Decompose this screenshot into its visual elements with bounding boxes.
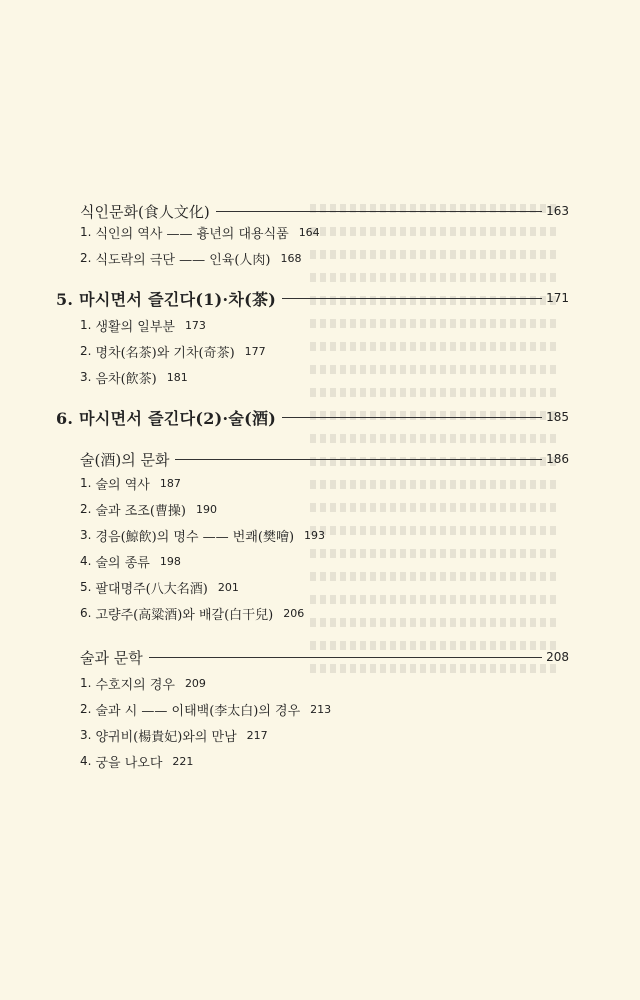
- toc-item[interactable]: [80, 577, 239, 597]
- item-title: 술과 조조(曹操): [95, 503, 186, 519]
- item-title: 식도락의 극단 —— 인육(人肉): [95, 252, 271, 268]
- item-page: 181: [166, 370, 188, 384]
- item-page: 221: [172, 754, 194, 768]
- item-title: 술의 역사: [95, 477, 150, 493]
- leader-line: [216, 211, 542, 212]
- item-title: 수호지의 경우: [95, 677, 175, 693]
- item-title: 술의 종류: [95, 555, 150, 571]
- chapter-page: 185: [546, 410, 569, 424]
- item-number: 4.: [80, 754, 92, 768]
- toc-item[interactable]: [80, 751, 193, 771]
- item-title: 음차(飮茶): [95, 371, 157, 387]
- section-title: 술(酒)의 문화: [80, 450, 170, 469]
- item-page: 193: [304, 528, 326, 542]
- item-title: 생활의 일부분: [95, 319, 175, 335]
- toc-item[interactable]: [80, 551, 181, 571]
- item-number: 1.: [80, 225, 92, 239]
- item-title: 궁을 나오다: [95, 755, 163, 771]
- item-page: 217: [246, 728, 268, 742]
- item-number: 3.: [80, 370, 92, 384]
- item-number: 3.: [80, 728, 92, 742]
- item-title: 술과 시 —— 이태백(李太白)의 경우: [95, 703, 301, 719]
- item-title: 팔대명주(八大名酒): [95, 581, 208, 597]
- leader-line: [175, 459, 542, 460]
- item-number: 4.: [80, 554, 92, 568]
- show-through-text: [310, 190, 560, 790]
- toc-item[interactable]: [80, 673, 206, 693]
- chapter-title: 6. 마시면서 즐긴다(2)·술(酒): [56, 408, 277, 428]
- item-page: 213: [310, 702, 332, 716]
- item-page: 206: [283, 606, 305, 620]
- leader-line: [149, 657, 542, 658]
- toc-item[interactable]: [80, 499, 217, 519]
- item-number: 2.: [80, 344, 92, 358]
- toc-item[interactable]: [80, 525, 325, 545]
- toc-item[interactable]: [80, 222, 320, 242]
- item-number: 2.: [80, 251, 92, 265]
- toc-section-heading[interactable]: [80, 645, 569, 669]
- item-title: 고량주(高粱酒)와 배갈(白干兒): [95, 607, 274, 623]
- section-title: 식인문화(食人文化): [80, 202, 210, 221]
- item-title: 양귀비(楊貴妃)와의 만남: [95, 729, 237, 745]
- toc-chapter-heading[interactable]: [56, 286, 569, 310]
- leader-line: [282, 417, 542, 418]
- item-number: 2.: [80, 702, 92, 716]
- section-title: 술과 문학: [80, 648, 143, 667]
- item-page: 187: [159, 476, 181, 490]
- chapter-title: 5. 마시면서 즐긴다(1)·차(茶): [56, 289, 277, 309]
- toc-item[interactable]: [80, 473, 181, 493]
- item-page: 173: [184, 318, 206, 332]
- item-title: 명차(名茶)와 기차(奇茶): [95, 345, 235, 361]
- item-number: 5.: [80, 580, 92, 594]
- item-page: 168: [280, 251, 302, 265]
- item-page: 164: [298, 225, 320, 239]
- item-page: 190: [195, 502, 217, 516]
- toc-item[interactable]: [80, 248, 301, 268]
- item-page: 209: [184, 676, 206, 690]
- toc-item[interactable]: [80, 315, 206, 335]
- toc-item[interactable]: [80, 725, 268, 745]
- item-title: 식인의 역사 —— 흉년의 대용식품: [95, 226, 289, 242]
- item-number: 2.: [80, 502, 92, 516]
- leader-line: [282, 298, 542, 299]
- item-page: 201: [217, 580, 239, 594]
- toc-item[interactable]: [80, 603, 304, 623]
- section-page: 163: [546, 204, 569, 218]
- item-number: 1.: [80, 676, 92, 690]
- toc-item[interactable]: [80, 367, 188, 387]
- chapter-page: 171: [546, 291, 569, 305]
- item-number: 1.: [80, 476, 92, 490]
- section-page: 186: [546, 452, 569, 466]
- toc-section-heading[interactable]: [80, 447, 569, 471]
- toc-item[interactable]: [80, 341, 266, 361]
- item-page: 177: [244, 344, 266, 358]
- item-title: 경음(鯨飮)의 명수 —— 번쾌(樊噲): [95, 529, 295, 545]
- item-page: 198: [159, 554, 181, 568]
- section-page: 208: [546, 650, 569, 664]
- item-number: 3.: [80, 528, 92, 542]
- item-number: 1.: [80, 318, 92, 332]
- toc-chapter-heading[interactable]: [56, 405, 569, 429]
- item-number: 6.: [80, 606, 92, 620]
- toc-item[interactable]: [80, 699, 331, 719]
- toc-section-heading[interactable]: [80, 199, 569, 223]
